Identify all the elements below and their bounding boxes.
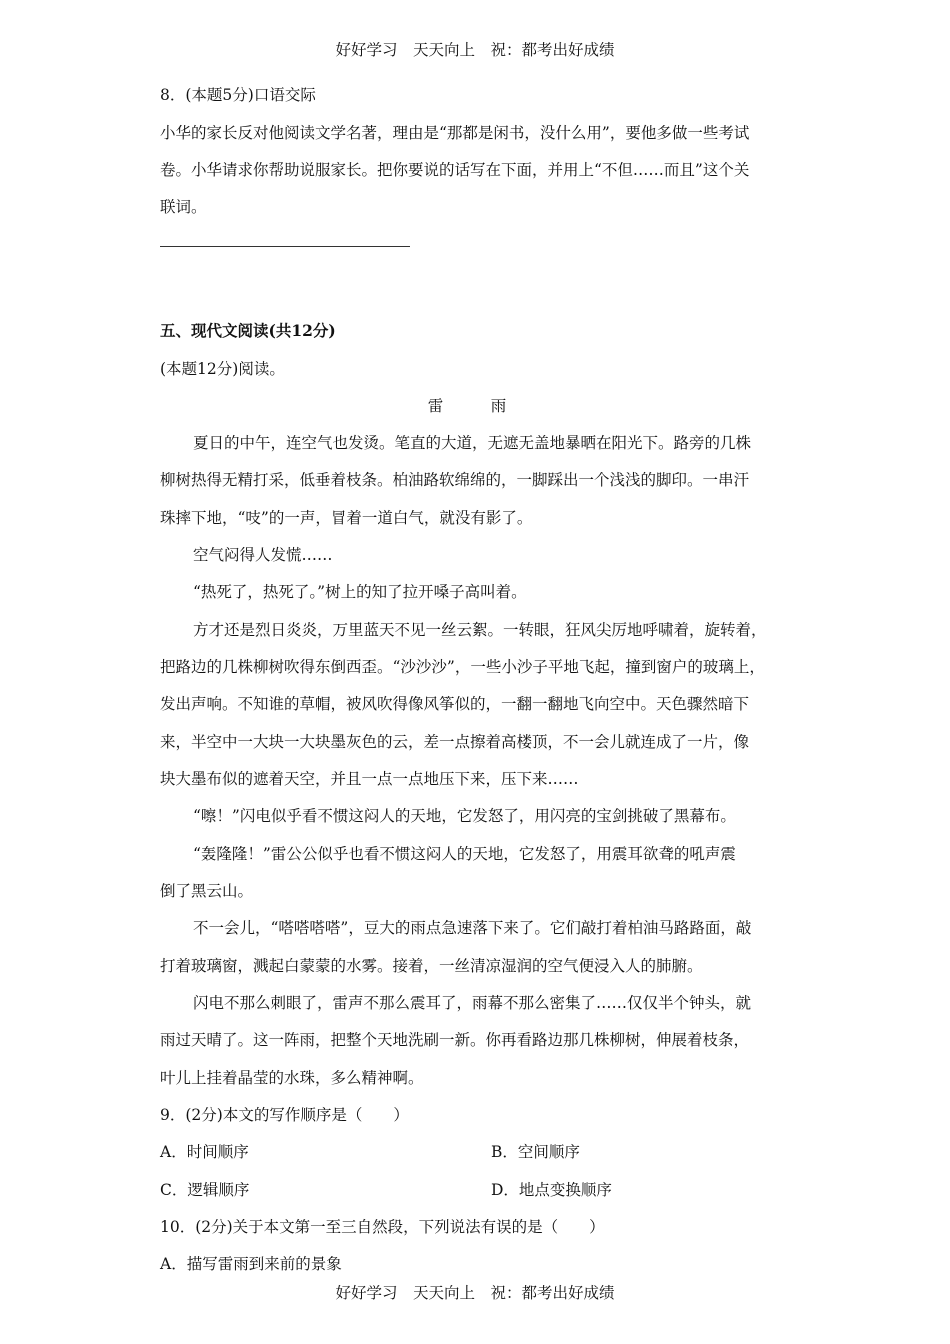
q8-answer-line[interactable] <box>160 246 410 247</box>
passage-line: 珠摔下地，“吱”的一声，冒着一道白气，就没有影了。 <box>160 509 533 527</box>
passage-line: 空气闷得人发慌…… <box>193 546 333 564</box>
passage-line: “嚓！”闪电似乎看不惯这闷人的天地，它发怒了，用闪亮的宝剑挑破了黑幕布。 <box>193 807 736 825</box>
passage-line: 闪电不那么刺眼了，雷声不那么震耳了，雨幕不那么密集了……仅仅半个钟头，就 <box>193 994 752 1012</box>
passage-line: 不一会儿，“嗒嗒嗒嗒”，豆大的雨点急速落下来了。它们敲打着柏油马路路面，敲 <box>193 919 752 937</box>
passage-line: 来，半空中一大块一大块墨灰色的云，差一点擦着高楼顶，不一会儿就连成了一片，像 <box>160 733 750 751</box>
passage-line: 夏日的中午，连空气也发烫。笔直的大道，无遮无盖地暴晒在阳光下。路旁的几株 <box>193 434 752 452</box>
passage-line: 方才还是烈日炎炎，万里蓝天不见一丝云絮。一转眼，狂风尖厉地呼啸着，旋转着， <box>193 621 767 639</box>
section5-heading: 五、现代文阅读(共12分) <box>160 321 336 340</box>
section5-intro: (本题12分)阅读。 <box>160 360 285 378</box>
q8-title: 8．(本题5分)口语交际 <box>160 86 316 104</box>
passage-line: 块大墨布似的遮着天空，并且一点一点地压下来，压下来…… <box>160 770 579 788</box>
passage-line: 把路边的几株柳树吹得东倒西歪。“沙沙沙”，一些小沙子平地飞起，撞到窗户的玻璃上， <box>160 658 765 676</box>
q9-option-b[interactable]: B．空间顺序 <box>491 1143 580 1161</box>
q8-line-1: 小华的家长反对他阅读文学名著，理由是“那都是闲书，没什么用”，要他多做一些考试 <box>160 124 750 142</box>
passage-line: 叶儿上挂着晶莹的水珠，多么精神啊。 <box>160 1069 424 1087</box>
passage-line: 发出声响。不知谁的草帽，被风吹得像风筝似的，一翻一翻地飞向空中。天色骤然暗下 <box>160 695 750 713</box>
passage-line: 柳树热得无精打采，低垂着枝条。柏油路软绵绵的，一脚踩出一个浅浅的脚印。一串汗 <box>160 471 750 489</box>
passage-line: “热死了，热死了。”树上的知了拉开嗓子高叫着。 <box>193 583 527 601</box>
passage-line: 倒了黑云山。 <box>160 882 254 900</box>
q8-line-3: 联词。 <box>160 198 207 216</box>
q10-stem: 10．(2分)关于本文第一至三自然段，下列说法有误的是（ ） <box>160 1218 605 1236</box>
q8-line-2: 卷。小华请求你帮助说服家长。把你要说的话写在下面，并用上“不但……而且”这个关 <box>160 161 750 179</box>
passage-title: 雷 雨 <box>427 397 523 415</box>
passage-line: 雨过天晴了。这一阵雨，把整个天地洗刷一新。你再看路边那几株柳树，伸展着枝条， <box>160 1031 750 1049</box>
passage-line: “轰隆隆！”雷公公似乎也看不惯这闷人的天地，它发怒了，用震耳欲聋的吼声震 <box>193 845 736 863</box>
q10-option-a[interactable]: A．描写雷雨到来前的景象 <box>160 1255 342 1273</box>
q9-option-d[interactable]: D．地点变换顺序 <box>491 1181 612 1199</box>
q9-option-a[interactable]: A．时间顺序 <box>160 1143 249 1161</box>
page-header: 好好学习 天天向上 祝：都考出好成绩 <box>335 41 615 59</box>
q9-stem: 9．(2分)本文的写作顺序是（ ） <box>160 1106 409 1124</box>
page-footer: 好好学习 天天向上 祝：都考出好成绩 <box>335 1284 615 1302</box>
passage-line: 打着玻璃窗，溅起白蒙蒙的水雾。接着，一丝清凉湿润的空气便浸入人的肺腑。 <box>160 957 703 975</box>
q9-option-c[interactable]: C．逻辑顺序 <box>160 1181 250 1199</box>
